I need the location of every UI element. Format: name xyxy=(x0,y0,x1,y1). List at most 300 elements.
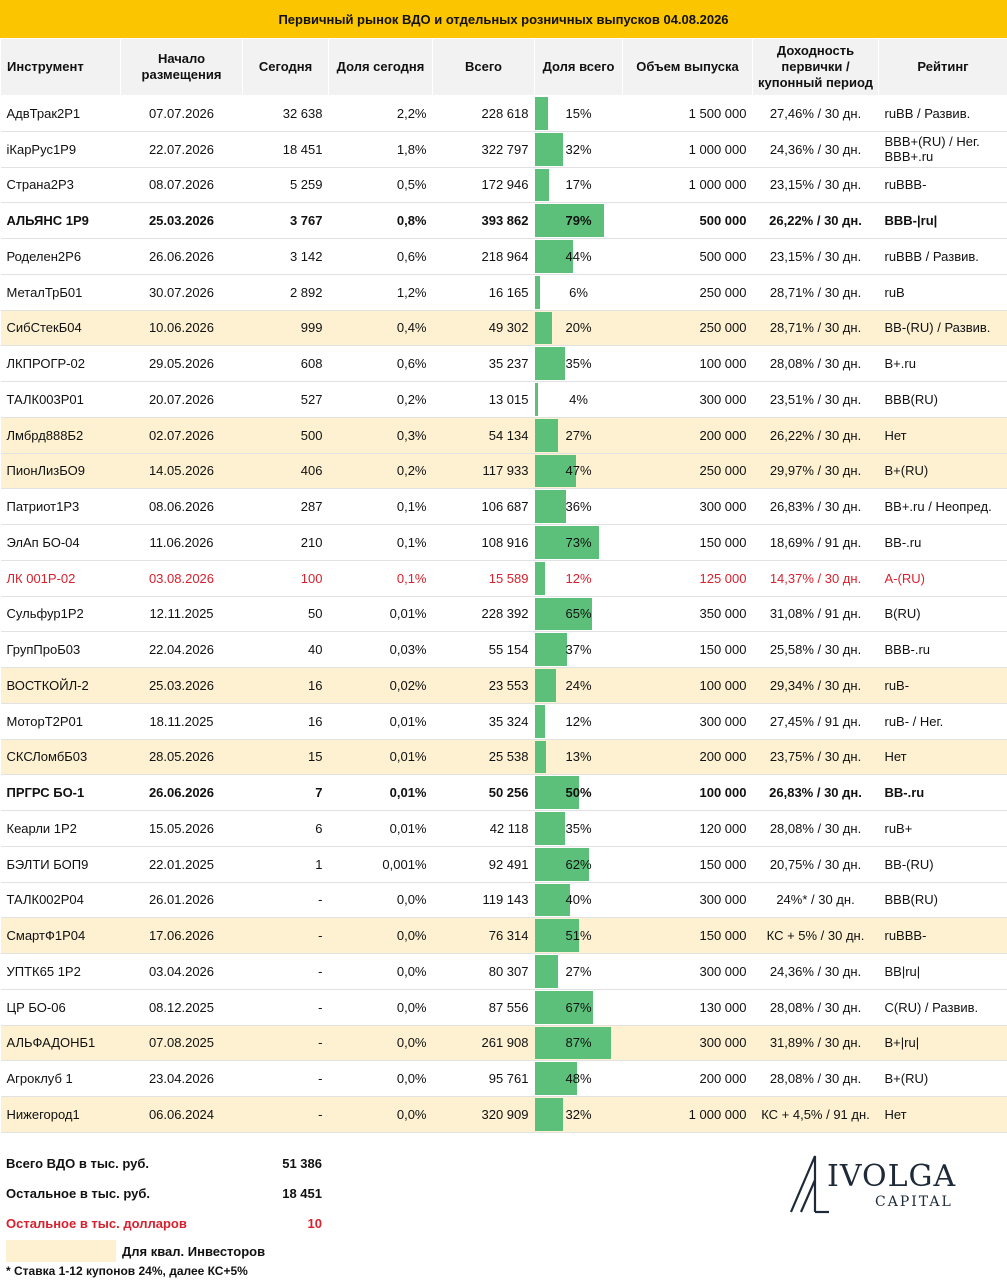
volume-cell: 150 000 xyxy=(623,846,753,882)
col-header-share-total: Доля всего xyxy=(535,39,623,96)
volume-cell: 250 000 xyxy=(623,310,753,346)
table-row xyxy=(1,989,1007,1025)
share-today-cell: 0,0% xyxy=(329,1025,433,1061)
start-date-cell: 28.05.2026 xyxy=(121,739,243,775)
share-total-cell xyxy=(535,954,623,990)
yield-cell: 24,36% / 30 дн. xyxy=(753,131,879,167)
instrument-cell: СмартФ1Р04 xyxy=(1,918,121,954)
instrument-cell: ТАЛК003Р01 xyxy=(1,382,121,418)
today-cell: 287 xyxy=(243,489,329,525)
share-total-cell xyxy=(535,846,623,882)
total-cell: 218 964 xyxy=(433,239,535,275)
start-date-cell: 15.05.2026 xyxy=(121,811,243,847)
share-total-cell xyxy=(535,1061,623,1097)
today-cell: - xyxy=(243,989,329,1025)
share-total-value: 35% xyxy=(565,356,592,372)
share-total-value: 50% xyxy=(565,785,592,801)
yield-cell: КС + 4,5% / 91 дн. xyxy=(753,1097,879,1133)
yield-cell: 23,15% / 30 дн. xyxy=(753,239,879,275)
yield-cell: 27,46% / 30 дн. xyxy=(753,96,879,132)
rating-cell: BB|ru| xyxy=(879,954,1007,990)
share-today-cell: 0,8% xyxy=(329,203,433,239)
volume-cell: 250 000 xyxy=(623,453,753,489)
rating-cell: ruBBB / Развив. xyxy=(879,239,1007,275)
rating-cell: BB-.ru xyxy=(879,775,1007,811)
instrument-cell: ПионЛизБО9 xyxy=(1,453,121,489)
share-total-cell xyxy=(535,989,623,1025)
share-today-cell: 0,0% xyxy=(329,1097,433,1133)
start-date-cell: 26.01.2026 xyxy=(121,882,243,918)
table-header xyxy=(1,39,1007,96)
share-total-value: 27% xyxy=(565,427,592,443)
today-cell: 15 xyxy=(243,739,329,775)
total-cell: 50 256 xyxy=(433,775,535,811)
share-total-value: 32% xyxy=(565,141,592,157)
volume-cell: 300 000 xyxy=(623,954,753,990)
rating-cell: BBB(RU) xyxy=(879,382,1007,418)
col-header-volume: Объем выпуска xyxy=(623,39,753,96)
share-total-value: 12% xyxy=(565,570,592,586)
start-date-cell: 22.01.2025 xyxy=(121,846,243,882)
today-cell: 6 xyxy=(243,811,329,847)
start-date-cell: 08.12.2025 xyxy=(121,989,243,1025)
total-cell: 322 797 xyxy=(433,131,535,167)
today-cell: 406 xyxy=(243,453,329,489)
volume-cell: 130 000 xyxy=(623,989,753,1025)
yield-cell: 28,08% / 30 дн. xyxy=(753,1061,879,1097)
rating-cell: ruBB / Развив. xyxy=(879,96,1007,132)
volume-cell: 150 000 xyxy=(623,918,753,954)
start-date-cell: 10.06.2026 xyxy=(121,310,243,346)
total-cell: 117 933 xyxy=(433,453,535,489)
yield-cell: 28,08% / 30 дн. xyxy=(753,811,879,847)
total-cell: 320 909 xyxy=(433,1097,535,1133)
total-cell: 35 324 xyxy=(433,703,535,739)
today-cell: 100 xyxy=(243,560,329,596)
start-date-cell: 30.07.2026 xyxy=(121,274,243,310)
table-row xyxy=(1,96,1007,132)
logo-word: IVOLGA xyxy=(827,1159,957,1194)
rating-cell: ruB xyxy=(879,274,1007,310)
start-date-cell: 23.04.2026 xyxy=(121,1061,243,1097)
share-total-value: 15% xyxy=(565,105,592,121)
start-date-cell: 29.05.2026 xyxy=(121,346,243,382)
start-date-cell: 25.03.2026 xyxy=(121,668,243,704)
share-bar xyxy=(535,383,539,416)
rating-cell: ruB+ xyxy=(879,811,1007,847)
start-date-cell: 03.08.2026 xyxy=(121,560,243,596)
share-today-cell: 0,2% xyxy=(329,382,433,418)
share-today-cell: 0,3% xyxy=(329,417,433,453)
total-cell: 172 946 xyxy=(433,167,535,203)
yield-cell: КС + 5% / 30 дн. xyxy=(753,918,879,954)
share-total-value: 87% xyxy=(565,1035,592,1051)
instrument-cell: ВОСТКОЙЛ-2 xyxy=(1,668,121,704)
share-total-cell xyxy=(535,346,623,382)
table-row xyxy=(1,203,1007,239)
instrument-cell: Нижегород1 xyxy=(1,1097,121,1133)
volume-cell: 500 000 xyxy=(623,239,753,275)
share-today-cell: 0,02% xyxy=(329,668,433,704)
share-total-cell xyxy=(535,274,623,310)
total-cell: 92 491 xyxy=(433,846,535,882)
instrument-cell: АЛЬФАДОНБ1 xyxy=(1,1025,121,1061)
volume-cell: 250 000 xyxy=(623,274,753,310)
today-cell: 40 xyxy=(243,632,329,668)
start-date-cell: 02.07.2026 xyxy=(121,417,243,453)
share-total-cell xyxy=(535,775,623,811)
share-total-value: 67% xyxy=(565,999,592,1015)
start-date-cell: 03.04.2026 xyxy=(121,954,243,990)
rating-cell: B+(RU) xyxy=(879,453,1007,489)
volume-cell: 100 000 xyxy=(623,775,753,811)
rating-cell: Нет xyxy=(879,417,1007,453)
instrument-cell: СибСтекБ04 xyxy=(1,310,121,346)
summary-label: Остальное в тыс. долларов xyxy=(6,1216,187,1231)
volume-cell: 120 000 xyxy=(623,811,753,847)
table-row xyxy=(1,489,1007,525)
share-total-value: 62% xyxy=(565,856,592,872)
instrument-cell: Патриот1Р3 xyxy=(1,489,121,525)
total-cell: 23 553 xyxy=(433,668,535,704)
col-header-instrument: Инструмент xyxy=(1,39,121,96)
yield-cell: 24,36% / 30 дн. xyxy=(753,954,879,990)
legend-qual-swatch xyxy=(6,1240,116,1262)
volume-cell: 100 000 xyxy=(623,668,753,704)
share-today-cell: 0,01% xyxy=(329,739,433,775)
volume-cell: 350 000 xyxy=(623,596,753,632)
share-today-cell: 0,1% xyxy=(329,525,433,561)
total-cell: 42 118 xyxy=(433,811,535,847)
share-total-value: 40% xyxy=(565,892,592,908)
col-header-yield: Доходность первички / купонный период xyxy=(753,39,879,96)
share-today-cell: 1,2% xyxy=(329,274,433,310)
instrument-cell: ЦР БО-06 xyxy=(1,989,121,1025)
today-cell: 527 xyxy=(243,382,329,418)
footnote: * Ставка 1-12 купонов 24%, далее КС+5% xyxy=(6,1264,248,1278)
table-row xyxy=(1,1097,1007,1133)
volume-cell: 100 000 xyxy=(623,346,753,382)
instrument-cell: ЭлАп БО-04 xyxy=(1,525,121,561)
table-body xyxy=(1,96,1007,1133)
share-total-cell xyxy=(535,632,623,668)
yield-cell: 31,89% / 30 дн. xyxy=(753,1025,879,1061)
summary-label: Всего ВДО в тыс. руб. xyxy=(6,1156,150,1171)
table-row xyxy=(1,310,1007,346)
share-today-cell: 0,001% xyxy=(329,846,433,882)
share-total-cell xyxy=(535,131,623,167)
yield-cell: 23,15% / 30 дн. xyxy=(753,167,879,203)
share-today-cell: 0,01% xyxy=(329,811,433,847)
total-cell: 16 165 xyxy=(433,274,535,310)
start-date-cell: 06.06.2024 xyxy=(121,1097,243,1133)
today-cell: - xyxy=(243,882,329,918)
table-row xyxy=(1,1025,1007,1061)
total-cell: 15 589 xyxy=(433,560,535,596)
volume-cell: 200 000 xyxy=(623,739,753,775)
volume-cell: 150 000 xyxy=(623,525,753,561)
start-date-cell: 14.05.2026 xyxy=(121,453,243,489)
today-cell: - xyxy=(243,1061,329,1097)
share-total-value: 37% xyxy=(565,642,592,658)
total-cell: 54 134 xyxy=(433,417,535,453)
volume-cell: 125 000 xyxy=(623,560,753,596)
yield-cell: 27,45% / 91 дн. xyxy=(753,703,879,739)
share-total-cell xyxy=(535,811,623,847)
today-cell: 7 xyxy=(243,775,329,811)
share-today-cell: 0,0% xyxy=(329,954,433,990)
rating-cell: BB-(RU) / Развив. xyxy=(879,310,1007,346)
share-today-cell: 0,0% xyxy=(329,989,433,1025)
today-cell: 3 767 xyxy=(243,203,329,239)
share-bar xyxy=(535,276,540,309)
share-total-value: 65% xyxy=(565,606,592,622)
volume-cell: 150 000 xyxy=(623,632,753,668)
instrument-cell: ЛК 001Р-02 xyxy=(1,560,121,596)
today-cell: 18 451 xyxy=(243,131,329,167)
total-cell: 49 302 xyxy=(433,310,535,346)
rating-cell: BBB-.ru xyxy=(879,632,1007,668)
share-total-cell xyxy=(535,1097,623,1133)
yield-cell: 23,75% / 30 дн. xyxy=(753,739,879,775)
instrument-cell: ПРГРС БО-1 xyxy=(1,775,121,811)
today-cell: 50 xyxy=(243,596,329,632)
rating-cell: BBB(RU) xyxy=(879,882,1007,918)
table-row xyxy=(1,1061,1007,1097)
summary-value: 18 451 xyxy=(282,1186,322,1201)
rating-cell: ruBBB- xyxy=(879,167,1007,203)
today-cell: 210 xyxy=(243,525,329,561)
total-cell: 55 154 xyxy=(433,632,535,668)
table-row xyxy=(1,846,1007,882)
yield-cell: 20,75% / 30 дн. xyxy=(753,846,879,882)
share-total-cell xyxy=(535,489,623,525)
share-total-value: 47% xyxy=(565,463,592,479)
share-total-cell xyxy=(535,239,623,275)
today-cell: - xyxy=(243,1025,329,1061)
total-cell: 95 761 xyxy=(433,1061,535,1097)
share-total-value: 20% xyxy=(565,320,592,336)
share-total-value: 17% xyxy=(565,177,592,193)
total-cell: 228 618 xyxy=(433,96,535,132)
share-total-cell xyxy=(535,417,623,453)
table-row xyxy=(1,167,1007,203)
share-total-value: 27% xyxy=(565,963,592,979)
yield-cell: 29,97% / 30 дн. xyxy=(753,453,879,489)
share-total-cell xyxy=(535,882,623,918)
instrument-cell: Кеарли 1Р2 xyxy=(1,811,121,847)
today-cell: 5 259 xyxy=(243,167,329,203)
today-cell: - xyxy=(243,918,329,954)
table-row xyxy=(1,346,1007,382)
start-date-cell: 22.07.2026 xyxy=(121,131,243,167)
start-date-cell: 20.07.2026 xyxy=(121,382,243,418)
table-row xyxy=(1,453,1007,489)
share-total-value: 44% xyxy=(565,248,592,264)
col-header-share-today: Доля сегодня xyxy=(329,39,433,96)
yield-cell: 24%* / 30 дн. xyxy=(753,882,879,918)
volume-cell: 300 000 xyxy=(623,382,753,418)
today-cell: 500 xyxy=(243,417,329,453)
today-cell: 16 xyxy=(243,703,329,739)
table-row xyxy=(1,382,1007,418)
rating-cell: BBB-|ru| xyxy=(879,203,1007,239)
yield-cell: 14,37% / 30 дн. xyxy=(753,560,879,596)
share-total-value: 12% xyxy=(565,713,592,729)
rating-cell: A-(RU) xyxy=(879,560,1007,596)
instrument-cell: СКСЛомбБ03 xyxy=(1,739,121,775)
today-cell: 16 xyxy=(243,668,329,704)
instrument-cell: ТАЛК002Р04 xyxy=(1,882,121,918)
share-total-value: 4% xyxy=(569,391,588,407)
col-header-today: Сегодня xyxy=(243,39,329,96)
instrument-cell: ГрупПроБ03 xyxy=(1,632,121,668)
share-total-value: 6% xyxy=(569,284,588,300)
rating-cell: C(RU) / Развив. xyxy=(879,989,1007,1025)
share-total-cell xyxy=(535,96,623,132)
total-cell: 106 687 xyxy=(433,489,535,525)
start-date-cell: 18.11.2025 xyxy=(121,703,243,739)
instrument-cell: АЛЬЯНС 1Р9 xyxy=(1,203,121,239)
volume-cell: 300 000 xyxy=(623,882,753,918)
today-cell: 1 xyxy=(243,846,329,882)
start-date-cell: 22.04.2026 xyxy=(121,632,243,668)
share-today-cell: 0,5% xyxy=(329,167,433,203)
today-cell: 32 638 xyxy=(243,96,329,132)
table-row xyxy=(1,525,1007,561)
share-total-cell xyxy=(535,167,623,203)
share-total-value: 32% xyxy=(565,1106,592,1122)
share-total-value: 48% xyxy=(565,1071,592,1087)
summary-label: Остальное в тыс. руб. xyxy=(6,1186,150,1201)
instrument-cell: Роделен2Р6 xyxy=(1,239,121,275)
instrument-cell: МоторТ2Р01 xyxy=(1,703,121,739)
start-date-cell: 08.06.2026 xyxy=(121,489,243,525)
share-today-cell: 0,01% xyxy=(329,596,433,632)
volume-cell: 300 000 xyxy=(623,489,753,525)
share-today-cell: 0,4% xyxy=(329,310,433,346)
share-total-cell xyxy=(535,203,623,239)
share-today-cell: 0,6% xyxy=(329,346,433,382)
rating-cell: B+.ru xyxy=(879,346,1007,382)
start-date-cell: 26.06.2026 xyxy=(121,239,243,275)
logo-sub: CAPITAL xyxy=(875,1194,953,1210)
start-date-cell: 25.03.2026 xyxy=(121,203,243,239)
summary-value: 51 386 xyxy=(282,1156,322,1171)
share-today-cell: 0,0% xyxy=(329,918,433,954)
total-cell: 25 538 xyxy=(433,739,535,775)
rating-cell: B(RU) xyxy=(879,596,1007,632)
yield-cell: 28,71% / 30 дн. xyxy=(753,274,879,310)
instrument-cell: БЭЛТИ БОП9 xyxy=(1,846,121,882)
start-date-cell: 12.11.2025 xyxy=(121,596,243,632)
rating-cell: BBB+(RU) / Нег. BBB+.ru xyxy=(879,131,1007,167)
share-total-cell xyxy=(535,668,623,704)
volume-cell: 300 000 xyxy=(623,1025,753,1061)
share-total-value: 24% xyxy=(565,677,592,693)
start-date-cell: 11.06.2026 xyxy=(121,525,243,561)
share-today-cell: 0,0% xyxy=(329,1061,433,1097)
yield-cell: 25,58% / 30 дн. xyxy=(753,632,879,668)
total-cell: 261 908 xyxy=(433,1025,535,1061)
volume-cell: 500 000 xyxy=(623,203,753,239)
rating-cell: BB+.ru / Неопред. xyxy=(879,489,1007,525)
yield-cell: 28,08% / 30 дн. xyxy=(753,346,879,382)
summary-value: 10 xyxy=(307,1216,322,1231)
report-title: Первичный рынок ВДО и отдельных розничных выпусков 04.08.2026 xyxy=(0,0,1007,38)
table-row xyxy=(1,417,1007,453)
total-cell: 80 307 xyxy=(433,954,535,990)
instrument-cell: Страна2Р3 xyxy=(1,167,121,203)
share-total-value: 36% xyxy=(565,499,592,515)
table-row xyxy=(1,703,1007,739)
rating-cell: B+(RU) xyxy=(879,1061,1007,1097)
table-row xyxy=(1,560,1007,596)
start-date-cell: 07.08.2025 xyxy=(121,1025,243,1061)
volume-cell: 200 000 xyxy=(623,417,753,453)
table-row xyxy=(1,668,1007,704)
instrument-cell: Лмбрд888Б2 xyxy=(1,417,121,453)
volume-cell: 1 000 000 xyxy=(623,1097,753,1133)
table-row xyxy=(1,239,1007,275)
total-cell: 13 015 xyxy=(433,382,535,418)
share-total-cell xyxy=(535,703,623,739)
rating-cell: Нет xyxy=(879,1097,1007,1133)
yield-cell: 31,08% / 91 дн. xyxy=(753,596,879,632)
table-row xyxy=(1,274,1007,310)
share-today-cell: 0,01% xyxy=(329,775,433,811)
yield-cell: 26,22% / 30 дн. xyxy=(753,203,879,239)
total-cell: 393 862 xyxy=(433,203,535,239)
yield-cell: 29,34% / 30 дн. xyxy=(753,668,879,704)
ivolga-mark-icon xyxy=(791,1156,829,1212)
table-row xyxy=(1,131,1007,167)
yield-cell: 28,71% / 30 дн. xyxy=(753,310,879,346)
share-today-cell: 0,0% xyxy=(329,882,433,918)
share-today-cell: 0,1% xyxy=(329,489,433,525)
ivolga-logo xyxy=(785,1152,965,1216)
table-row xyxy=(1,918,1007,954)
start-date-cell: 08.07.2026 xyxy=(121,167,243,203)
instrument-cell: ЛКПРОГР-02 xyxy=(1,346,121,382)
volume-cell: 1 000 000 xyxy=(623,131,753,167)
total-cell: 119 143 xyxy=(433,882,535,918)
yield-cell: 18,69% / 91 дн. xyxy=(753,525,879,561)
yield-cell: 26,83% / 30 дн. xyxy=(753,489,879,525)
table-row xyxy=(1,596,1007,632)
share-today-cell: 0,1% xyxy=(329,560,433,596)
volume-cell: 200 000 xyxy=(623,1061,753,1097)
share-total-value: 35% xyxy=(565,820,592,836)
today-cell: 3 142 xyxy=(243,239,329,275)
total-cell: 76 314 xyxy=(433,918,535,954)
share-total-cell xyxy=(535,1025,623,1061)
rating-cell: B+|ru| xyxy=(879,1025,1007,1061)
today-cell: 608 xyxy=(243,346,329,382)
rating-cell: Нет xyxy=(879,739,1007,775)
today-cell: 2 892 xyxy=(243,274,329,310)
rating-cell: ruB- xyxy=(879,668,1007,704)
share-today-cell: 0,6% xyxy=(329,239,433,275)
total-cell: 228 392 xyxy=(433,596,535,632)
volume-cell: 1 000 000 xyxy=(623,167,753,203)
col-header-rating: Рейтинг xyxy=(879,39,1007,96)
share-total-cell xyxy=(535,310,623,346)
volume-cell: 300 000 xyxy=(623,703,753,739)
share-total-cell xyxy=(535,739,623,775)
col-header-start: Начало размещения xyxy=(121,39,243,96)
share-total-value: 79% xyxy=(565,213,592,229)
